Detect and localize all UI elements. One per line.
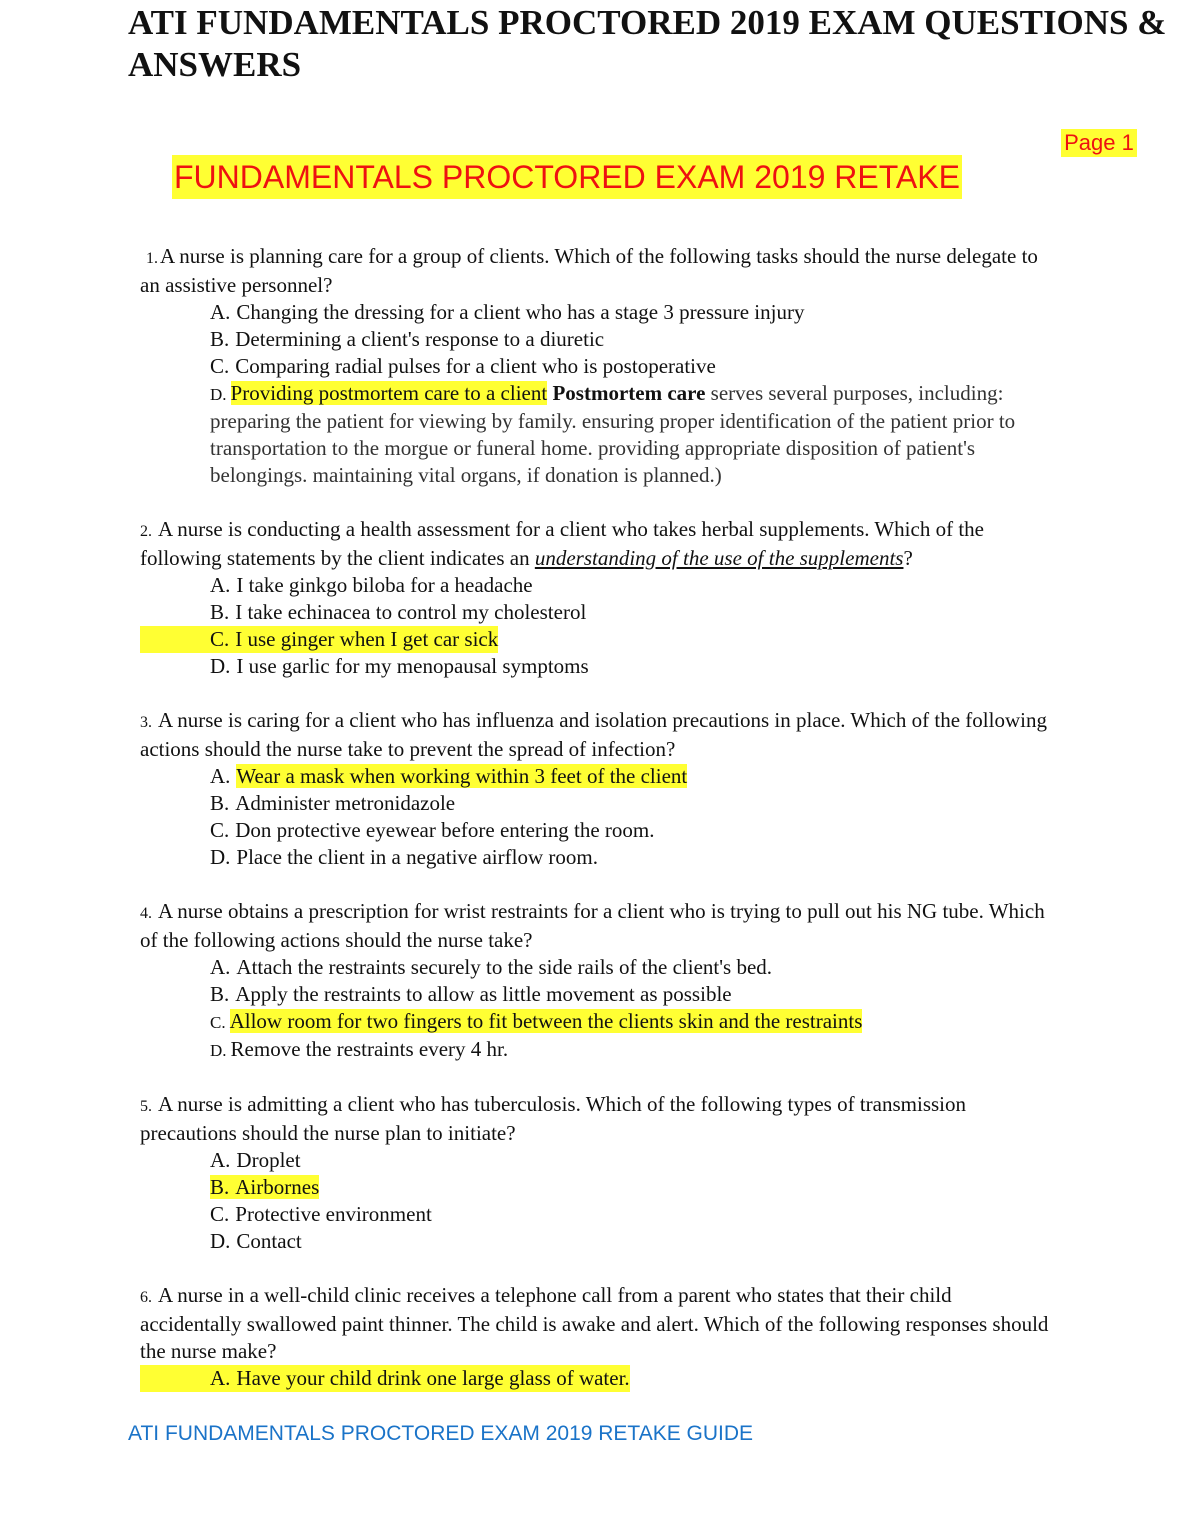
question-number: 4.: [140, 905, 152, 922]
answer-option: [140, 954, 1055, 981]
highlighted-correct-answer: Providing postmortem care to a client: [230, 381, 548, 405]
question-4: [140, 898, 1055, 1064]
option-text: Determining a client's response to a diuretic: [235, 327, 605, 351]
option-letter: D.: [210, 1229, 231, 1253]
footer-guide-title: ATI FUNDAMENTALS PROCTORED EXAM 2019 RETAKE GUIDE: [128, 1422, 754, 1445]
option-letter: C.: [210, 818, 230, 842]
option-text: Administer metronidazole: [235, 791, 456, 815]
option-text: Attach the restraints securely to the side rails of the client's bed.: [236, 955, 773, 979]
option-letter: C.: [210, 1013, 226, 1032]
exam-subtitle: FUNDAMENTALS PROCTORED EXAM 2019 RETAKE: [172, 155, 962, 199]
question-number: 5.: [140, 1098, 152, 1115]
answer-option-correct: [140, 1365, 1055, 1392]
option-letter: D.: [210, 385, 227, 404]
option-letter: A.: [210, 573, 231, 597]
option-letter: B.: [210, 982, 230, 1006]
question-number: 1.: [146, 250, 158, 267]
answer-option: [140, 844, 1055, 871]
question-stem: A nurse obtains a prescription for wrist restraints for a client who is trying to pull out his NG tube. Which of the following actions should the nurse take?: [140, 899, 1045, 952]
option-letter: C.: [210, 1202, 230, 1226]
option-text: Apply the restraints to allow as little movement as possible: [235, 982, 732, 1006]
option-letter: D.: [210, 654, 231, 678]
option-letter: B.: [210, 1175, 230, 1199]
option-text: I use ginger when I get car sick: [235, 627, 499, 651]
answer-option: [140, 1201, 1055, 1228]
document-title: ATI FUNDAMENTALS PROCTORED 2019 EXAM QUESTIONS & ANSWERS: [128, 3, 1167, 84]
rationale-heading: Postmortem care: [552, 381, 706, 405]
question-number: 2.: [140, 523, 152, 540]
option-text: Comparing radial pulses for a client who is postoperative: [235, 354, 716, 378]
answer-option: [140, 572, 1055, 599]
answer-option: [140, 326, 1055, 353]
option-text: Contact: [236, 1229, 302, 1253]
answer-option: [140, 1147, 1055, 1174]
question-1: [140, 243, 1055, 489]
question-mark: ?: [903, 546, 913, 570]
answer-option: [140, 599, 1055, 626]
answer-option: [140, 790, 1055, 817]
highlighted-correct-answer: Allow room for two fingers to fit between the clients skin and the restraints: [229, 1009, 863, 1033]
question-emphasis: understanding of the use of the supplements: [534, 546, 904, 570]
question-stem: A nurse is admitting a client who has tuberculosis. Which of the following types of transmission precautions should the nurse plan to initiate?: [140, 1092, 966, 1145]
option-letter: B.: [210, 327, 230, 351]
option-letter: B.: [210, 600, 230, 624]
question-stem: A nurse is caring for a client who has influenza and isolation precautions in place. Which of the following actions should the nurse take to prevent the spread of infection?: [140, 708, 1047, 761]
answer-option-correct: [140, 763, 1055, 790]
option-text: Place the client in a negative airflow room.: [236, 845, 598, 869]
answer-option: [140, 1036, 1055, 1064]
answer-option: [140, 981, 1055, 1008]
option-letter: A.: [210, 955, 231, 979]
answer-option: [140, 653, 1055, 680]
option-text: Remove the restraints every 4 hr.: [230, 1037, 509, 1061]
page-number-label: Page 1: [1061, 129, 1137, 157]
option-letter: D.: [210, 845, 231, 869]
highlighted-correct-answer: [140, 1365, 630, 1392]
question-2: [140, 516, 1055, 680]
answer-option-correct: [140, 1008, 1055, 1036]
answer-option-correct: [140, 1174, 1055, 1201]
question-6: [140, 1282, 1055, 1392]
option-letter: A.: [210, 1366, 231, 1390]
option-text: I use garlic for my menopausal symptoms: [236, 654, 589, 678]
answer-option: [140, 299, 1055, 326]
option-letter: C.: [210, 354, 230, 378]
highlighted-correct-answer: [210, 1175, 319, 1199]
question-list: [140, 243, 1055, 1419]
highlighted-correct-answer: [140, 626, 498, 653]
highlighted-correct-answer: Wear a mask when working within 3 feet of the client: [236, 764, 688, 788]
option-text: Don protective eyewear before entering the room.: [235, 818, 655, 842]
option-letter: A.: [210, 764, 231, 788]
option-letter: A.: [210, 1148, 231, 1172]
option-text: Droplet: [236, 1148, 301, 1172]
option-text: I take echinacea to control my cholesterol: [235, 600, 587, 624]
answer-option: [140, 353, 1055, 380]
question-stem: A nurse is planning care for a group of clients. Which of the following tasks should the nurse delegate to an assistive personnel?: [140, 244, 1038, 297]
option-text: Changing the dressing for a client who has a stage 3 pressure injury: [236, 300, 805, 324]
question-stem: A nurse is conducting a health assessment for a client who takes herbal supplements. Which of the following statements by the client indicates an: [140, 517, 984, 570]
answer-option: [140, 817, 1055, 844]
question-3: [140, 707, 1055, 871]
option-text: Have your child drink one large glass of water.: [236, 1366, 630, 1390]
rationale-text: serves several purposes, including: preparing the patient for viewing by family. ensuring proper identification of the patient prior to transportation to the morgue or funeral home. providing appropriate disposition of patient's belongings. maintaining vital organs, if donation is planned.): [210, 381, 1016, 487]
option-letter: B.: [210, 791, 230, 815]
question-number: 6.: [140, 1289, 152, 1306]
question-number: 3.: [140, 714, 152, 731]
correct-answer-with-rationale: [140, 380, 1055, 489]
option-letter: C.: [210, 627, 230, 651]
option-text: I take ginkgo biloba for a headache: [236, 573, 533, 597]
question-stem: A nurse in a well-child clinic receives a telephone call from a parent who states that their child accidentally swallowed paint thinner. The child is awake and alert. Which of the following responses should the nurse make?: [140, 1283, 1049, 1363]
answer-option: [140, 1228, 1055, 1255]
option-letter: A.: [210, 300, 231, 324]
option-text: Protective environment: [235, 1202, 432, 1226]
question-5: [140, 1091, 1055, 1255]
option-letter: D.: [210, 1041, 227, 1060]
answer-option-correct: [140, 626, 1055, 653]
option-text: Airbornes: [235, 1175, 320, 1199]
